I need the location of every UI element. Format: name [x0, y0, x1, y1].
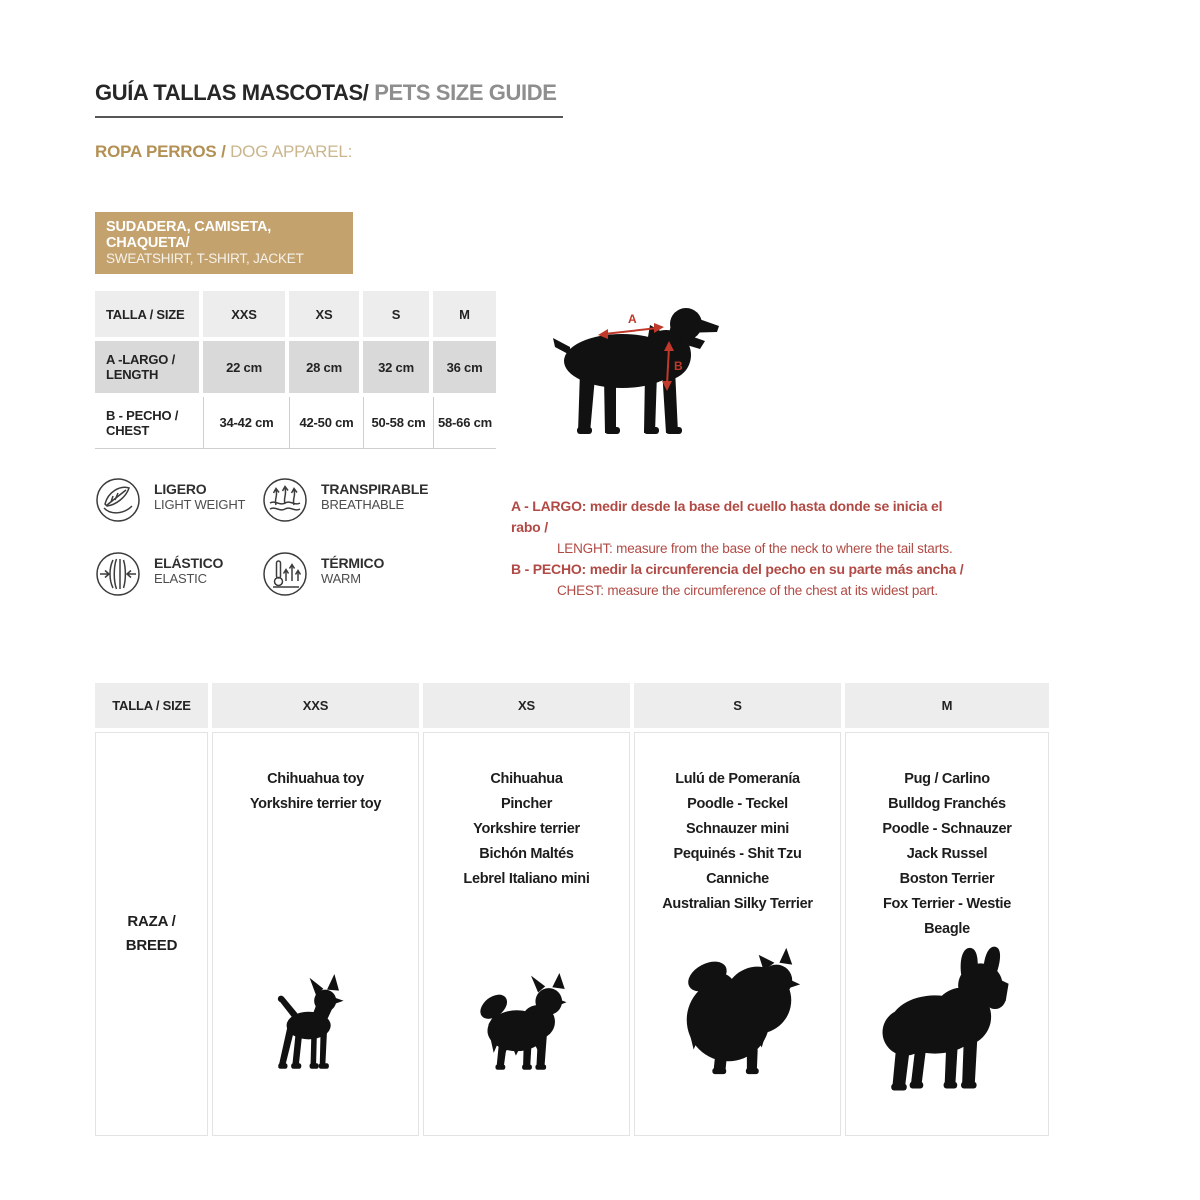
page-title-es: GUÍA TALLAS MASCOTAS/ — [95, 80, 369, 105]
arrow-label-b: B — [674, 359, 683, 373]
breed-item: Bichón Maltés — [479, 846, 574, 862]
french-bulldog-silhouette — [867, 945, 1027, 1105]
breed-item: Beagle — [924, 921, 970, 937]
length-value: 28 cm — [289, 341, 359, 393]
breed-item: Lebrel Italiano mini — [463, 871, 590, 887]
feature-breathable — [262, 477, 428, 523]
breed-item: Jack Russel — [906, 846, 988, 862]
breed-item: Chihuahua toy — [267, 771, 364, 787]
feature-name-en: LIGHT WEIGHT — [154, 497, 246, 512]
subtitle-es: ROPA PERROS / — [95, 142, 231, 161]
feature-warm — [262, 551, 384, 597]
pomeranian-silhouette — [664, 943, 812, 1081]
breed-cell-xs — [423, 732, 630, 1136]
breed-item: Boston Terrier — [899, 871, 995, 887]
breed-table-header-row — [95, 683, 1050, 728]
size-table-chest-row — [95, 397, 496, 449]
feature-name-es: LIGERO — [154, 481, 207, 497]
note-pecho-es: B - PECHO: medir la circunferencia del pecho en su parte más ancha / — [511, 561, 964, 577]
breed-item: Chihuahua — [490, 771, 563, 787]
length-value: 36 cm — [433, 341, 496, 393]
breed-item: Yorkshire terrier toy — [249, 796, 382, 812]
arrow-label-a: A — [628, 312, 637, 326]
breed-table-header-cell: XXS — [212, 683, 419, 728]
length-row-label: A -LARGO / LENGTH — [95, 341, 199, 393]
breed-item: Lulú de Pomeranía — [675, 771, 800, 787]
elastic-icon — [95, 551, 141, 597]
size-table-header-cell: XXS — [203, 291, 285, 337]
breed-table-body-row — [95, 732, 1050, 1136]
chest-row-label: B - PECHO / CHEST — [95, 397, 203, 449]
chihuahua-silhouette — [270, 973, 362, 1079]
chest-value: 34-42 cm — [203, 397, 289, 449]
breed-item: Canniche — [706, 871, 769, 887]
feature-name-en: ELASTIC — [154, 571, 207, 586]
chest-value: 58-66 cm — [433, 397, 496, 449]
category-line-es: SUDADERA, CAMISETA, CHAQUETA/ — [106, 219, 272, 251]
breed-list-m — [846, 733, 1048, 942]
breed-item: Pequinés - Shit Tzu — [673, 846, 802, 862]
length-value: 22 cm — [203, 341, 285, 393]
longhair-chihuahua-silhouette — [467, 973, 587, 1084]
section-subtitle — [95, 142, 352, 162]
measurement-notes — [511, 496, 971, 601]
breed-item: Poodle - Schnauzer — [882, 821, 1012, 837]
subtitle-en: DOG APPAREL: — [230, 142, 353, 161]
category-line-en: SWEATSHIRT, T-SHIRT, JACKET — [106, 251, 304, 266]
breed-cell-xxs — [212, 732, 419, 1136]
note-length-en: LENGHT: measure from the base of the neck to where the tail starts. — [557, 541, 953, 556]
breed-list-s — [635, 733, 840, 917]
chest-value: 50-58 cm — [363, 397, 433, 449]
breed-item: Pug / Carlino — [904, 771, 990, 787]
breed-item: Bulldog Franchés — [888, 796, 1006, 812]
size-table — [95, 291, 496, 453]
breed-item: Australian Silky Terrier — [662, 896, 813, 912]
breed-table-header-cell: XS — [423, 683, 630, 728]
breed-table-header-cell: S — [634, 683, 841, 728]
size-table-header-cell: M — [433, 291, 496, 337]
breed-row-label: RAZA / BREED — [95, 732, 208, 1136]
feature-elastic — [95, 551, 223, 597]
breed-item: Poodle - Teckel — [687, 796, 788, 812]
breed-cell-s — [634, 732, 841, 1136]
feature-name-es: TRANSPIRABLE — [321, 481, 429, 497]
size-table-header-cell: XS — [289, 291, 359, 337]
breed-item: Pincher — [500, 796, 553, 812]
feature-lightweight — [95, 477, 245, 523]
length-value: 32 cm — [363, 341, 429, 393]
breed-item: Yorkshire terrier — [473, 821, 580, 837]
page-title-en: PETS SIZE GUIDE — [368, 80, 557, 105]
size-table-length-row — [95, 341, 496, 393]
breed-table-header-cell: M — [845, 683, 1049, 728]
feature-name-es: TÉRMICO — [321, 555, 385, 571]
feature-name-es: ELÁSTICO — [154, 555, 224, 571]
breed-item: Schnauzer mini — [686, 821, 789, 837]
breed-cell-m — [845, 732, 1049, 1136]
feather-hand-icon — [95, 477, 141, 523]
breed-table — [95, 683, 1050, 1136]
note-chest-en: CHEST: measure the circumference of the chest at its widest part. — [557, 583, 938, 598]
breed-list-xs — [424, 733, 629, 892]
breed-list-xxs — [213, 733, 418, 817]
size-table-header-cell: TALLA / SIZE — [95, 291, 199, 337]
chest-value: 42-50 cm — [289, 397, 363, 449]
page-title — [95, 80, 563, 118]
feature-name-en: BREATHABLE — [321, 497, 405, 512]
note-largo-es: A - LARGO: medir desde la base del cuello hasta donde se inicia el rabo / — [511, 498, 943, 535]
measuring-diagram — [550, 297, 800, 457]
breed-table-header-cell: TALLA / SIZE — [95, 683, 208, 728]
breathable-icon — [262, 477, 308, 523]
labrador-silhouette — [550, 297, 800, 457]
thermometer-icon — [262, 551, 308, 597]
breed-item: Fox Terrier - Westie — [882, 896, 1012, 912]
size-table-header-cell: S — [363, 291, 429, 337]
size-table-header-row — [95, 291, 496, 337]
feature-name-en: WARM — [321, 571, 361, 586]
garment-category-box — [95, 212, 353, 274]
